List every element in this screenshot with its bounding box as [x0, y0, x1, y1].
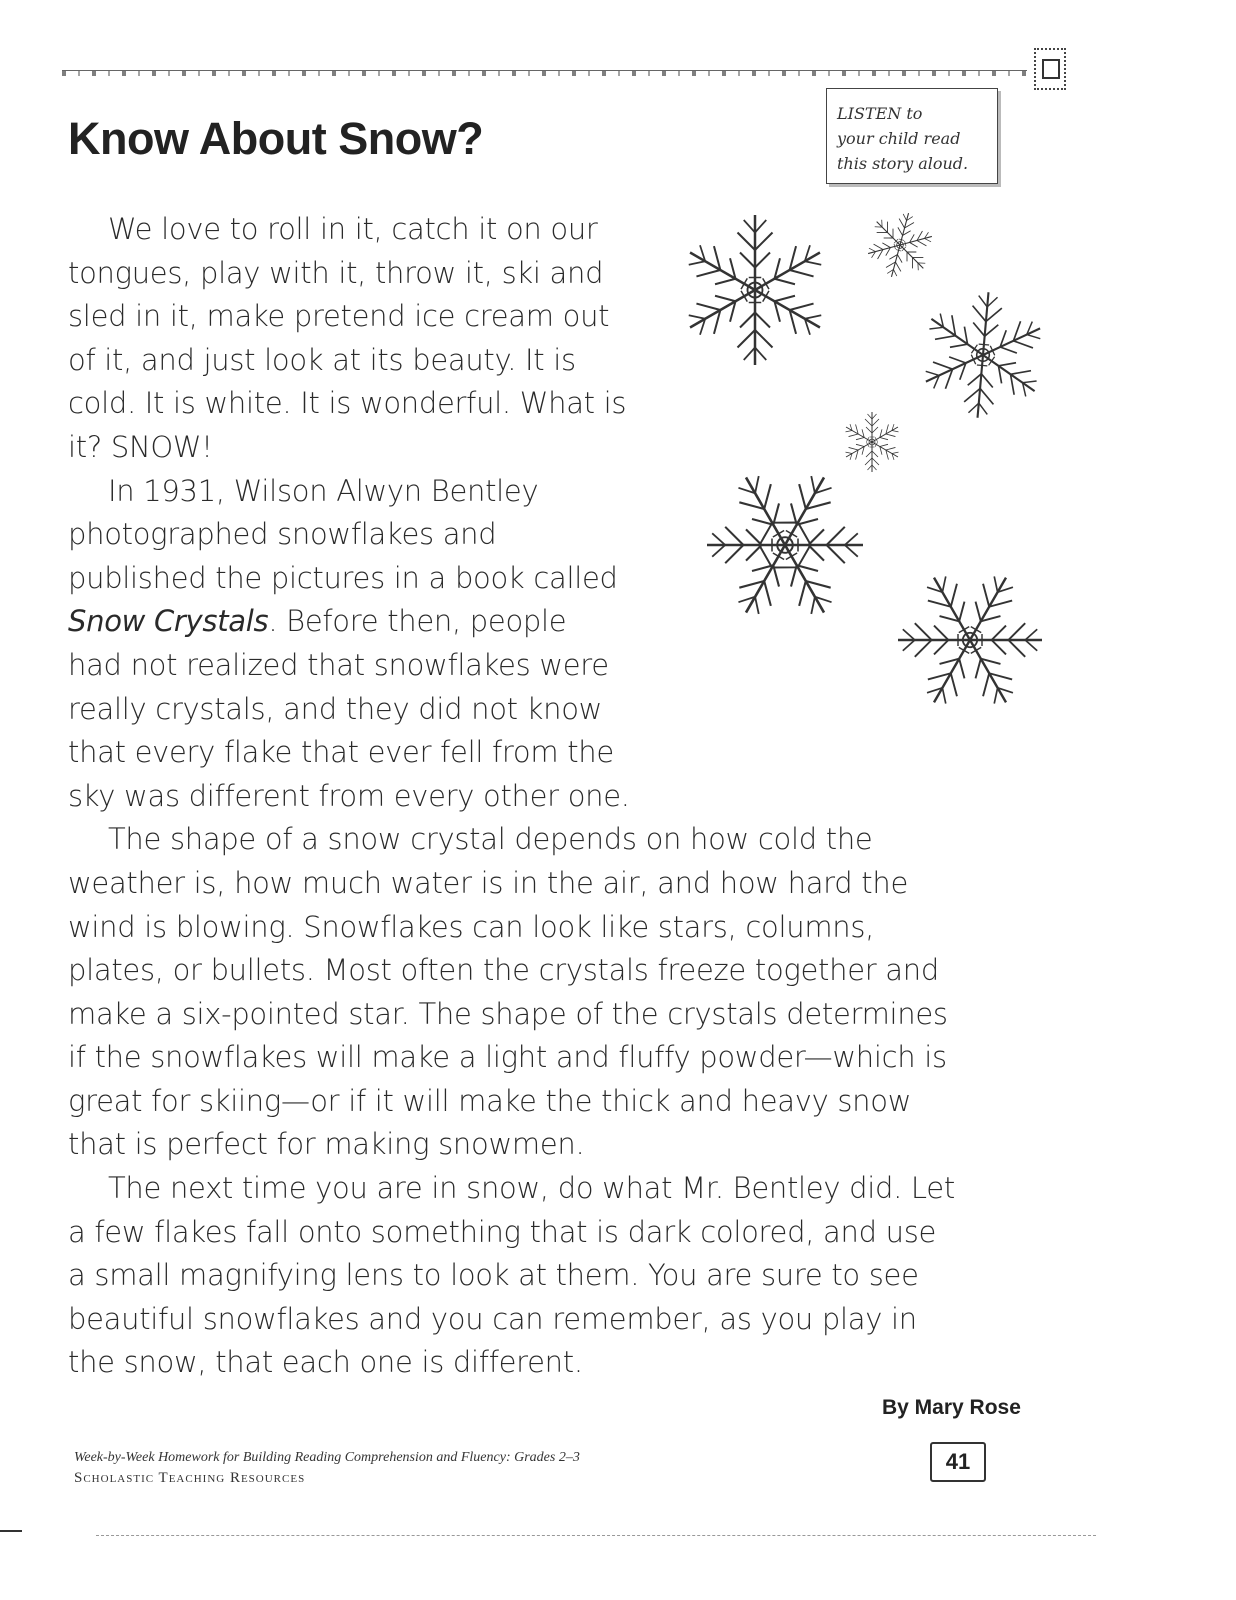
story-line: if the snowflakes will make a light and fluffy powder—which is: [68, 1040, 947, 1075]
story-line: it? SNOW!: [68, 429, 213, 464]
story-line: sky was different from every other one.: [68, 778, 630, 813]
listen-line: LISTEN to: [837, 104, 923, 123]
story-line: cold. It is white. It is wonderful. What is: [68, 386, 627, 421]
story-line: make a six-pointed star. The shape of the crystals determines: [68, 996, 948, 1031]
story-line: beautiful snowflakes and you can remember, as you play in: [68, 1301, 917, 1336]
story-line: that is perfect for making snowmen.: [68, 1127, 585, 1162]
story-line: The next time you are in snow, do what Mr. Bentley did. Let: [108, 1171, 955, 1206]
story-line: The shape of a snow crystal depends on how cold the: [108, 822, 873, 857]
story-line: published the pictures in a book called: [68, 560, 618, 595]
story-line: photographed snowflakes and: [68, 517, 497, 552]
author-byline: By Mary Rose: [882, 1396, 1021, 1419]
book-title: Snow Crystals: [68, 604, 269, 639]
story-line: tongues, play with it, throw it, ski and: [68, 255, 604, 290]
story-line: really crystals, and they did not know: [68, 691, 603, 726]
scan-margin-mark: [0, 1530, 22, 1532]
story-line: a few flakes fall onto something that is dark colored, and use: [68, 1214, 937, 1249]
listen-line: this story aloud.: [837, 154, 969, 173]
story-fragment: . Before then, people: [268, 604, 567, 639]
bottom-divider: [96, 1535, 1096, 1536]
story-line: [68, 600, 955, 644]
story-line: In 1931, Wilson Alwyn Bentley: [108, 473, 539, 508]
story-line: of it, and just look at its beauty. It is: [68, 342, 576, 377]
story-line: plates, or bullets. Most often the crystals freeze together and: [68, 953, 939, 988]
listen-line: your child read: [837, 129, 961, 148]
story-line: a small magnifying lens to look at them. You are sure to see: [68, 1258, 919, 1293]
story-text: [68, 208, 955, 1385]
story-line: that every flake that ever fell from the: [68, 735, 614, 770]
page-title: Know About Snow?: [68, 113, 484, 164]
story-line: sled in it, make pretend ice cream out: [68, 299, 610, 334]
story-line: had not realized that snowflakes were: [68, 647, 609, 682]
series-title: Week-by-Week Homework for Building Reading Comprehension and Fluency: Grades 2–3: [74, 1450, 580, 1465]
story-line: great for skiing—or if it will make the thick and heavy snow: [68, 1083, 912, 1118]
publisher: Scholastic Teaching Resources: [74, 1470, 306, 1486]
story-line: wind is blowing. Snowflakes can look like stars, columns,: [68, 909, 875, 944]
page-footer: [74, 1448, 580, 1488]
story-line: weather is, how much water is in the air, and how hard the: [68, 865, 908, 900]
story-line: the snow, that each one is different.: [68, 1345, 583, 1380]
page-number: 41: [930, 1442, 986, 1482]
story-line: We love to roll in it, catch it on our: [108, 212, 598, 246]
